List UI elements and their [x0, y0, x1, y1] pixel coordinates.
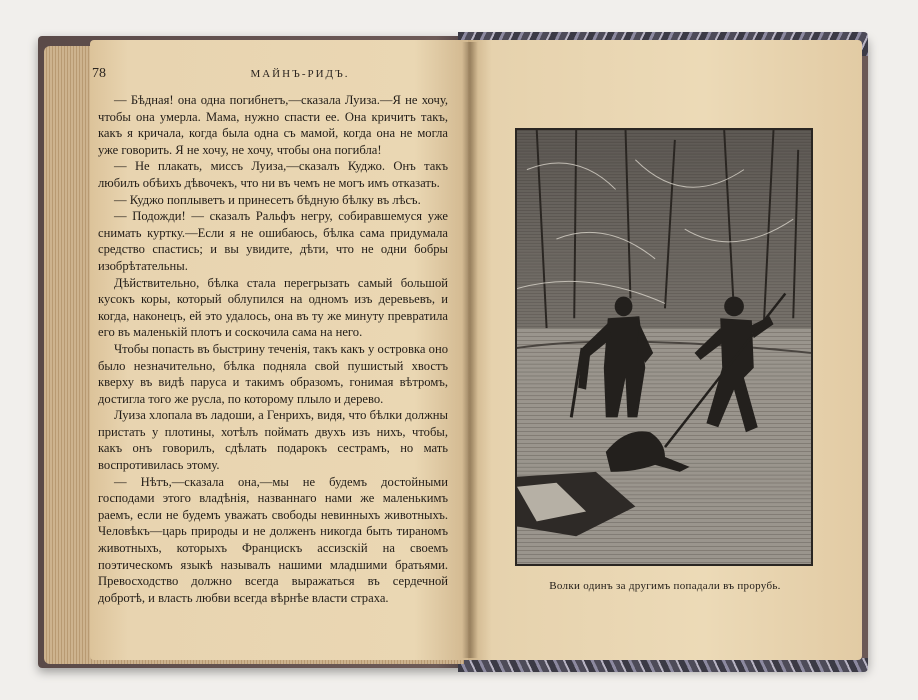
paragraph: — Бѣдная! она одна погибнетъ,—сказала Луиза.—Я не хочу, чтобы она умерла. Мама, нужно спасти ее. Она кричитъ такъ, какъ я кричала, когда была одна съ мамой, когда она не могла уже говорить. Я не хочу, не хочу, чтобы она погибла! [98, 93, 448, 157]
paragraph: Чтобы попасть въ быстрину теченія, такъ какъ у островка оно было незначительно, бѣлка подняла свой пушистый хвостъ кверху въ видѣ паруса и такимъ образомъ, гонимая вѣтромъ, достигла того же русла, по которому плыло и дерево. [98, 341, 448, 406]
illustration-caption: Волки одинъ за другимъ попадали въ прорубь. [549, 580, 781, 592]
page-number: 78 [92, 66, 106, 81]
paragraph: Дѣйствительно, бѣлка стала перегрызать самый большой кусокъ коры, который облупился на одномъ изъ деревьевъ, и когда, наконецъ, ей это удалось, она въ ту же минуту превратила его въ маленькій плотъ и соскочила сама на него. [98, 275, 448, 340]
running-head: МАЙНЪ-РИДЪ. [250, 68, 350, 80]
paragraph: — Не плакать, миссъ Луиза,—сказалъ Куджо. Онъ такъ любилъ обѣихъ дѣвочекъ, что ни въ чемъ не могъ имъ отказать. [98, 159, 448, 190]
paragraph: — Подожди! — сказалъ Ральфъ негру, собиравшемуся уже снимать куртку.—Если я не ошибаюсь, бѣлка сама придумала средство спастись; и вы увидите, дѣти, что не одни бобры изобрѣтательны. [98, 209, 448, 273]
paragraph: Луиза хлопала въ ладоши, а Генрихъ, видя, что бѣлки должны пристать у плотины, хотѣлъ поймать двухъ изъ нихъ, чтобы, какъ онъ говорилъ, сдѣлать подарокъ сестрамъ, но мать воспротивилась этому. [98, 408, 448, 473]
left-page-text [98, 92, 448, 606]
paragraph: — Куджо поплыветъ и принесетъ бѣдную бѣлку въ лѣсъ. [114, 192, 421, 207]
paragraph: — Нѣтъ,—сказала она,—мы не будемъ достойными господами этого владѣнія, названнаго нами же маленькимъ раемъ, если не будемъ уважать свободы невинныхъ животныхъ. Человѣкъ—царь природы и не долженъ никогда быть тираномъ животныхъ, которыхъ Францискъ ассизскій на своемъ поэтическомъ языкѣ называлъ нашими младшими братьями. Превосходство должно всегда выражаться въ сердечной добротѣ, и власть любви всегда вѣрнѣе власти страха. [98, 474, 448, 605]
book-gutter [462, 42, 478, 658]
marbled-cover-edge-bottom [458, 658, 868, 672]
engraving-illustration [515, 128, 813, 566]
